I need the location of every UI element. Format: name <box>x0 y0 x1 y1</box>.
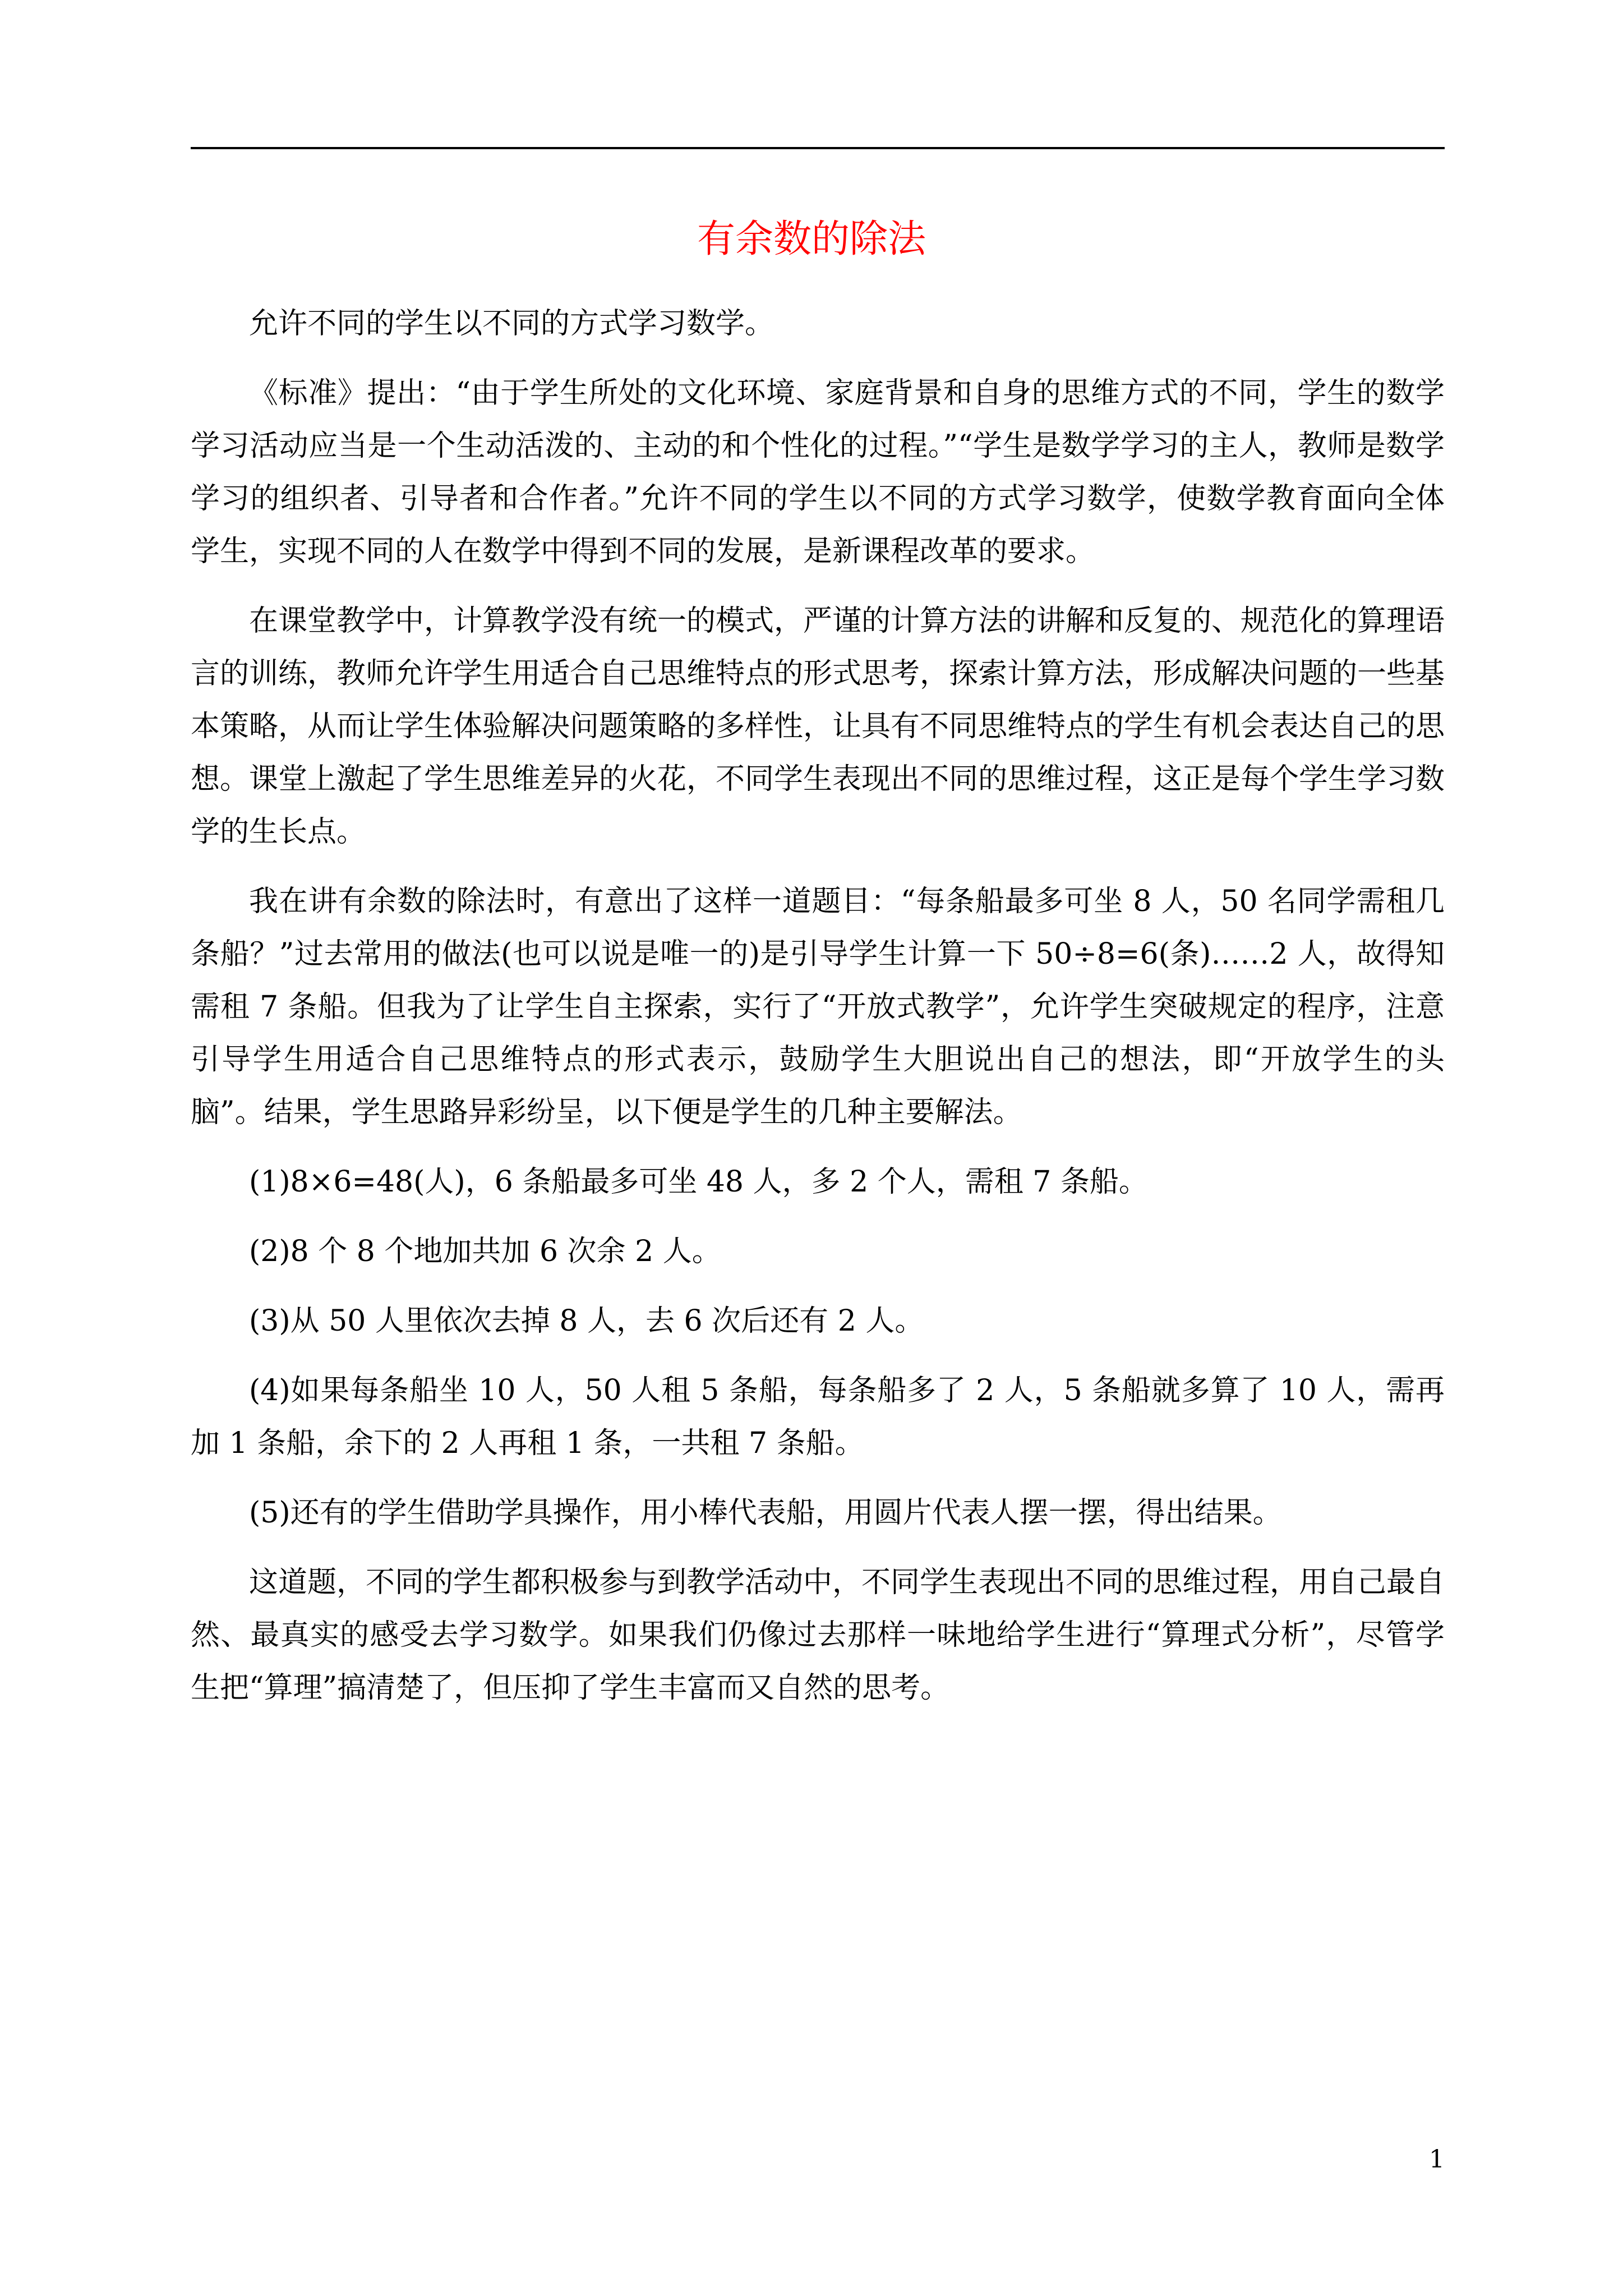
paragraph-classroom: 在课堂教学中，计算教学没有统一的模式，严谨的计算方法的讲解和反复的、规范化的算理语言的训练，教师允许学生用适合自己思维特点的形式思考，探索计算方法，形成解决问题的一些基本策略，从而让学生体验解决问题策略的多样性，让具有不同思维特点的学生有机会表达自己的思想。课堂上激起了学生思维差异的火花，不同学生表现出不同的思维过程，这正是每个学生学习数学的生长点。 <box>191 604 1445 849</box>
document-body <box>191 297 1445 1731</box>
document-title: 有余数的除法 <box>697 217 926 261</box>
paragraph-standard: 《标准》提出：“由于学生所处的文化环境、家庭背景和自身的思维方式的不同，学生的数学学习活动应当是一个生动活泼的、主动的和个性化的过程。”“学生是数学学习的主人，教师是数学学习的组织者、引导者和合作者。”允许不同的学生以不同的方式学习数学，使数学教育面向全体学生，实现不同的人在数学中得到不同的发展，是新课程改革的要求。 <box>191 376 1445 568</box>
paragraph-example: 我在讲有余数的除法时，有意出了这样一道题目：“每条船最多可坐 8 人，50 名同学需租几条船？”过去常用的做法(也可以说是唯一的)是引导学生计算一下 50÷8=6(条)……2 人，故得知需租 7 条船。但我为了让学生自主探索，实行了“开放式教学”，允许学生突破规定的程序，注意引导学生用适合自己思维特点的形式表示，鼓励学生大胆说出自己的想法，即“开放学生的头脑”。结果，学生思路异彩纷呈，以下便是学生的几种主要解法。 <box>191 885 1445 1129</box>
page-number: 1 <box>1429 2145 1445 2174</box>
solution-3: (3)从 50 人里依次去掉 8 人，去 6 次后还有 2 人。 <box>249 1304 924 1338</box>
solution-2: (2)8 个 8 个地加共加 6 次余 2 人。 <box>249 1235 721 1268</box>
paragraph-conclusion: 这道题，不同的学生都积极参与到教学活动中，不同学生表现出不同的思维过程，用自己最自然、最真实的感受去学习数学。如果我们仍像过去那样一味地给学生进行“算理式分析”，尽管学生把“算理”搞清楚了，但压抑了学生丰富而又自然的思考。 <box>191 1566 1445 1705</box>
solution-1: (1)8×6=48(人)，6 条船最多可坐 48 人，多 2 个人，需租 7 条船。 <box>249 1165 1148 1199</box>
header-rule <box>191 147 1445 149</box>
solution-4: (4)如果每条船坐 10 人，50 人租 5 条船，每条船多了 2 人，5 条船就多算了 10 人，需再加 1 条船，余下的 2 人再租 1 条，一共租 7 条船。 <box>191 1374 1445 1460</box>
paragraph-intro: 允许不同的学生以不同的方式学习数学。 <box>249 307 774 341</box>
solution-5: (5)还有的学生借助学具操作，用小棒代表船，用圆片代表人摆一摆，得出结果。 <box>249 1496 1282 1530</box>
